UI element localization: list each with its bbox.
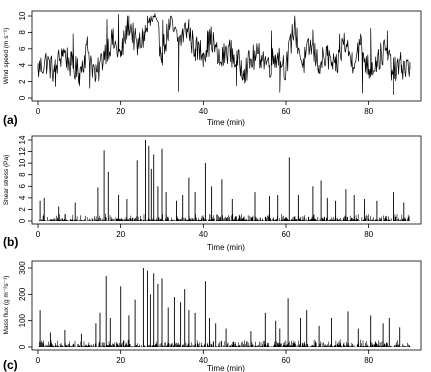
baseline-noise-c bbox=[39, 339, 410, 347]
ytick-label-a-4: 4 bbox=[18, 62, 27, 68]
ytick-label-b-14: 14 bbox=[18, 135, 27, 145]
xtick-label-b-80: 80 bbox=[364, 230, 374, 239]
axis-layer-c bbox=[18, 261, 374, 365]
xaxis-title-c: Time (min) bbox=[207, 364, 245, 372]
xtick-label-b-0: 0 bbox=[35, 230, 41, 239]
ytick-label-b-8: 8 bbox=[18, 172, 27, 177]
xtick-label-b-60: 60 bbox=[281, 230, 291, 239]
xtick-label-a-80: 80 bbox=[364, 107, 374, 116]
series-line-a bbox=[38, 14, 410, 95]
xtick-label-a-40: 40 bbox=[198, 107, 208, 116]
panel-b-shear-stress bbox=[3, 135, 421, 252]
xtick-label-c-60: 60 bbox=[281, 356, 291, 365]
xtick-label-c-80: 80 bbox=[364, 356, 374, 365]
ytick-label-c-100: 100 bbox=[18, 314, 27, 328]
ytick-label-c-300: 300 bbox=[18, 261, 27, 275]
ytick-label-b-4: 4 bbox=[18, 195, 27, 201]
series-layer-b bbox=[39, 140, 410, 221]
ytick-label-b-2: 2 bbox=[18, 207, 27, 212]
axis-layer-b bbox=[18, 135, 374, 239]
yaxis-title-b: Shear stress (Pa) bbox=[3, 154, 10, 206]
xtick-label-a-60: 60 bbox=[281, 107, 291, 116]
yaxis-title-a: Wind speed (m s⁻¹) bbox=[3, 27, 10, 85]
ytick-label-b-12: 12 bbox=[18, 147, 27, 157]
ytick-label-a-2: 2 bbox=[18, 79, 27, 84]
ytick-label-b-10: 10 bbox=[18, 158, 27, 168]
ytick-label-c-200: 200 bbox=[18, 287, 27, 301]
panel-label-a: (a) bbox=[3, 113, 18, 127]
panel-label-b: (b) bbox=[3, 235, 19, 249]
xtick-label-b-20: 20 bbox=[116, 230, 126, 239]
panel-c-mass-flux bbox=[3, 261, 421, 372]
ytick-label-a-10: 10 bbox=[18, 11, 27, 21]
xtick-label-a-0: 0 bbox=[35, 107, 41, 116]
ytick-label-a-0: 0 bbox=[18, 95, 27, 101]
xtick-label-a-20: 20 bbox=[116, 107, 126, 116]
ytick-label-b-6: 6 bbox=[18, 184, 27, 189]
panel-a-wind-speed bbox=[3, 11, 421, 127]
xaxis-title-a: Time (min) bbox=[207, 118, 245, 127]
ytick-label-c-0: 0 bbox=[18, 344, 27, 350]
panel-label-c: (c) bbox=[3, 358, 18, 372]
series-layer-c bbox=[39, 268, 410, 347]
xtick-label-c-40: 40 bbox=[198, 356, 208, 365]
series-layer-a bbox=[38, 14, 410, 95]
ytick-label-a-6: 6 bbox=[18, 46, 27, 52]
xtick-label-c-20: 20 bbox=[116, 356, 126, 365]
yaxis-title-c: Mass flux (g m⁻²s⁻¹) bbox=[3, 275, 10, 335]
ytick-label-b-0: 0 bbox=[18, 218, 27, 224]
xtick-label-b-40: 40 bbox=[198, 230, 208, 239]
xaxis-title-b: Time (min) bbox=[207, 243, 245, 252]
plot-frame-b bbox=[32, 136, 421, 224]
xtick-label-c-0: 0 bbox=[35, 356, 41, 365]
ytick-label-a-8: 8 bbox=[18, 30, 27, 35]
